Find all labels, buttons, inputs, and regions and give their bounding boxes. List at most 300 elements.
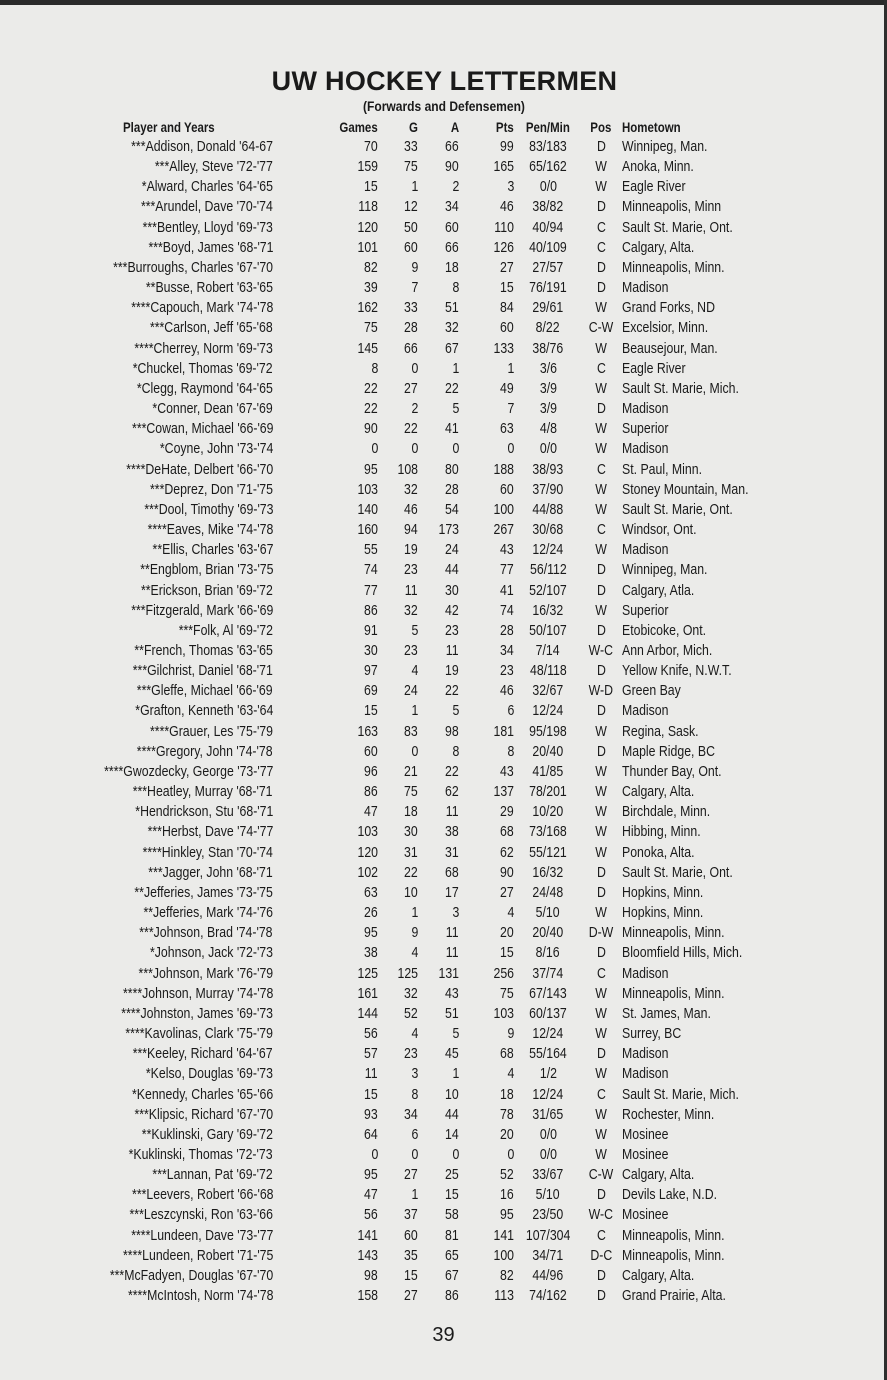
player-name: ***Klipsic, Richard '67-'70	[134, 1105, 273, 1123]
points-cell: 8	[507, 742, 514, 760]
assists-cell: 31	[445, 843, 459, 861]
assists-cell: 58	[445, 1206, 459, 1224]
points-cell: 9	[507, 1025, 514, 1043]
player-name: ***Cowan, Michael '66-'69	[131, 420, 273, 438]
table-row	[0, 560, 887, 580]
games-cell: 103	[357, 480, 378, 498]
table-row	[0, 1024, 887, 1044]
penalties-cell: 8/22	[536, 319, 560, 337]
player-name: ****Johnson, Murray '74-'78	[122, 984, 273, 1002]
games-cell: 86	[364, 783, 378, 801]
points-cell: 84	[500, 299, 514, 317]
points-cell: 46	[500, 198, 514, 216]
penalties-cell: 40/94	[532, 218, 564, 236]
player-name: ***Leszcynski, Ron '63-'66	[129, 1206, 273, 1224]
assists-cell: 66	[445, 138, 459, 155]
table-row	[0, 722, 887, 742]
header-goals: G	[409, 119, 418, 135]
assists-cell: 11	[446, 944, 459, 962]
hometown-cell: Surrey, BC	[622, 1025, 682, 1043]
position-cell: D	[596, 258, 606, 276]
player-name: ****Gwozdecky, George '73-'77	[103, 762, 273, 780]
hometown-cell: Winnipeg, Man.	[622, 561, 708, 579]
hometown-cell: Madison	[622, 400, 669, 418]
table-row	[0, 379, 887, 399]
table-row	[0, 843, 887, 863]
hometown-cell: Ann Arbor, Mich.	[622, 642, 713, 659]
points-cell: 78	[500, 1105, 514, 1123]
goals-cell: 35	[404, 1246, 418, 1264]
goals-cell: 1	[411, 904, 418, 922]
assists-cell: 1	[452, 359, 459, 377]
header-points: Pts	[496, 119, 514, 135]
penalties-cell: 0/0	[539, 440, 557, 458]
position-cell: C	[596, 460, 606, 478]
points-cell: 188	[493, 460, 514, 478]
goals-cell: 60	[404, 238, 418, 256]
table-row	[0, 581, 887, 601]
goals-cell: 66	[404, 339, 418, 357]
hometown-cell: Birchdale, Minn.	[622, 803, 711, 821]
goals-cell: 83	[404, 722, 418, 740]
hometown-cell: Calgary, Alta.	[622, 1266, 695, 1284]
points-cell: 6	[507, 702, 514, 720]
assists-cell: 3	[452, 904, 459, 922]
player-name: *Hendrickson, Stu '68-'71	[134, 803, 273, 821]
table-row	[0, 681, 887, 701]
assists-cell: 51	[445, 1004, 459, 1022]
table-row	[0, 863, 887, 883]
position-cell: W	[595, 440, 607, 458]
table-row	[0, 984, 887, 1004]
hometown-cell: Minneapolis, Minn.	[622, 984, 725, 1002]
assists-cell: 68	[445, 863, 459, 881]
penalties-cell: 12/24	[532, 1085, 564, 1103]
position-cell: W	[595, 339, 607, 357]
goals-cell: 1	[411, 1186, 418, 1204]
player-name: **Jefferies, Mark '74-'76	[143, 904, 273, 922]
penalties-cell: 48/118	[529, 662, 567, 680]
goals-cell: 30	[404, 823, 418, 841]
table-row	[0, 218, 887, 238]
penalties-cell: 52/107	[529, 581, 567, 599]
points-cell: 95	[500, 1206, 514, 1224]
assists-cell: 0	[452, 440, 459, 458]
penalties-cell: 1/2	[539, 1065, 557, 1083]
penalties-cell: 29/61	[532, 299, 564, 317]
games-cell: 74	[364, 561, 378, 579]
assists-cell: 60	[445, 218, 459, 236]
hometown-cell: Grand Prairie, Alta.	[622, 1287, 726, 1305]
games-cell: 118	[358, 198, 378, 216]
points-cell: 137	[493, 783, 514, 801]
hometown-cell: Hopkins, Minn.	[622, 883, 704, 901]
position-cell: W	[595, 1025, 607, 1043]
player-name: ****McIntosh, Norm '74-'78	[127, 1287, 273, 1305]
player-name: *Kennedy, Charles '65-'66	[131, 1085, 273, 1103]
games-cell: 120	[357, 843, 378, 861]
penalties-cell: 74/162	[529, 1287, 567, 1305]
table-row	[0, 137, 887, 157]
goals-cell: 75	[404, 783, 418, 801]
position-cell: D	[596, 662, 606, 680]
points-cell: 74	[500, 601, 514, 619]
points-cell: 68	[500, 823, 514, 841]
games-cell: 56	[364, 1206, 378, 1224]
position-cell: W	[595, 500, 607, 518]
games-cell: 96	[364, 762, 378, 780]
points-cell: 4	[507, 1065, 514, 1083]
games-cell: 63	[364, 883, 378, 901]
table-row	[0, 258, 887, 278]
position-cell: D	[596, 1186, 606, 1204]
goals-cell: 32	[404, 480, 418, 498]
games-cell: 93	[364, 1105, 378, 1123]
games-cell: 11	[365, 1065, 378, 1083]
hometown-cell: Beausejour, Man.	[622, 339, 718, 357]
points-cell: 62	[500, 843, 514, 861]
player-name: ****Johnston, James '69-'73	[121, 1004, 273, 1022]
points-cell: 165	[493, 158, 514, 176]
hometown-cell: Stoney Mountain, Man.	[622, 480, 749, 498]
assists-cell: 5	[452, 400, 459, 418]
hometown-cell: Maple Ridge, BC	[622, 742, 715, 760]
position-cell: W	[595, 379, 607, 397]
games-cell: 144	[357, 1004, 378, 1022]
player-name: ***Bentley, Lloyd '69-'73	[142, 218, 273, 236]
penalties-cell: 40/109	[529, 238, 567, 256]
points-cell: 100	[493, 1246, 514, 1264]
hometown-cell: Madison	[622, 702, 669, 720]
penalties-cell: 0/0	[539, 1125, 557, 1143]
assists-cell: 11	[446, 924, 459, 942]
position-cell: D	[596, 561, 606, 579]
penalties-cell: 107/304	[525, 1226, 571, 1244]
table-row	[0, 197, 887, 217]
player-name: ***Burroughs, Charles '67-'70	[113, 258, 273, 276]
position-cell: W	[595, 722, 607, 740]
table-row	[0, 641, 887, 661]
hometown-cell: Calgary, Alta.	[622, 238, 695, 256]
table-row	[0, 359, 887, 379]
points-cell: 27	[500, 258, 514, 276]
goals-cell: 8	[411, 1085, 418, 1103]
games-cell: 91	[364, 621, 378, 639]
games-cell: 70	[364, 138, 378, 155]
games-cell: 103	[357, 823, 378, 841]
hometown-cell: Eagle River	[622, 178, 686, 196]
assists-cell: 45	[445, 1045, 459, 1063]
player-name: *Coyne, John '73-'74	[159, 440, 273, 458]
hometown-cell: Minneapolis, Minn.	[622, 924, 725, 942]
goals-cell: 23	[404, 561, 418, 579]
player-name: ***Johnson, Brad '74-'78	[139, 924, 273, 942]
position-cell: W	[595, 420, 607, 438]
position-cell: W	[595, 984, 607, 1002]
hometown-cell: Eagle River	[622, 359, 686, 377]
position-cell: W	[595, 158, 607, 176]
hometown-cell: Devils Lake, N.D.	[622, 1186, 718, 1204]
player-name: **Ellis, Charles '63-'67	[152, 541, 273, 559]
goals-cell: 33	[404, 138, 418, 155]
assists-cell: 22	[445, 379, 459, 397]
games-cell: 15	[364, 178, 378, 196]
points-cell: 60	[500, 480, 514, 498]
assists-cell: 173	[438, 521, 459, 539]
penalties-cell: 20/40	[532, 742, 564, 760]
player-name: ****Grauer, Les '75-'79	[150, 722, 273, 740]
points-cell: 110	[494, 218, 514, 236]
assists-cell: 22	[445, 682, 459, 700]
position-cell: D-C	[590, 1246, 612, 1264]
header-games: Games	[339, 119, 378, 135]
hometown-cell: Calgary, Alta.	[622, 1166, 695, 1184]
goals-cell: 21	[404, 762, 418, 780]
table-row	[0, 701, 887, 721]
points-cell: 34	[500, 642, 514, 659]
games-cell: 15	[364, 1085, 378, 1103]
position-cell: W	[595, 823, 607, 841]
games-cell: 56	[364, 1025, 378, 1043]
player-name: ****Gregory, John '74-'78	[137, 742, 273, 760]
penalties-cell: 50/107	[529, 621, 567, 639]
assists-cell: 38	[445, 823, 459, 841]
goals-cell: 32	[404, 984, 418, 1002]
assists-cell: 18	[445, 258, 459, 276]
position-cell: C	[596, 1226, 606, 1244]
table-row	[0, 661, 887, 681]
points-cell: 0	[507, 1146, 514, 1163]
points-cell: 46	[500, 682, 514, 700]
points-cell: 133	[493, 339, 514, 357]
hometown-cell: Windsor, Ont.	[622, 521, 697, 539]
header-player: Player and Years	[123, 119, 215, 135]
goals-cell: 52	[404, 1004, 418, 1022]
penalties-cell: 16/32	[532, 863, 564, 881]
table-row	[0, 500, 887, 520]
points-cell: 27	[500, 883, 514, 901]
player-name: ****Hinkley, Stan '70-'74	[142, 843, 273, 861]
goals-cell: 75	[404, 158, 418, 176]
header-assists: A	[450, 119, 459, 135]
games-cell: 15	[364, 702, 378, 720]
hometown-cell: Minneapolis, Minn.	[622, 1246, 725, 1264]
position-cell: W	[595, 1004, 607, 1022]
position-cell: W	[595, 803, 607, 821]
penalties-cell: 44/88	[532, 500, 564, 518]
penalties-cell: 0/0	[539, 1146, 557, 1163]
hometown-cell: Madison	[622, 1065, 669, 1083]
goals-cell: 12	[404, 198, 418, 216]
goals-cell: 34	[404, 1105, 418, 1123]
goals-cell: 33	[404, 299, 418, 317]
player-name: ****Kavolinas, Clark '75-'79	[125, 1025, 273, 1043]
position-cell: C	[596, 1085, 606, 1103]
position-cell: C	[596, 359, 606, 377]
hometown-cell: Superior	[622, 420, 669, 438]
goals-cell: 125	[397, 964, 418, 982]
hometown-cell: Mosinee	[622, 1125, 669, 1143]
points-cell: 126	[493, 238, 514, 256]
player-name: **Jefferies, James '73-'75	[134, 883, 273, 901]
goals-cell: 7	[411, 279, 418, 297]
hometown-cell: Etobicoke, Ont.	[622, 621, 707, 639]
hometown-cell: Mosinee	[622, 1206, 669, 1224]
hometown-cell: Sault St. Marie, Mich.	[622, 379, 739, 397]
assists-cell: 25	[445, 1166, 459, 1184]
hometown-cell: Regina, Sask.	[622, 722, 699, 740]
hometown-cell: Sault St. Marie, Ont.	[622, 218, 733, 236]
player-name: ***Deprez, Don '71-'75	[150, 480, 273, 498]
player-name: ****Lundeen, Dave '73-'77	[130, 1226, 273, 1244]
position-cell: W-C	[588, 1206, 614, 1224]
points-cell: 1	[507, 359, 514, 377]
games-cell: 30	[364, 642, 378, 659]
table-row	[0, 964, 887, 984]
table-row	[0, 742, 887, 762]
goals-cell: 0	[411, 742, 418, 760]
assists-cell: 19	[445, 662, 459, 680]
hometown-cell: Superior	[622, 601, 669, 619]
player-name: **Erickson, Brian '69-'72	[141, 581, 273, 599]
points-cell: 4	[507, 904, 514, 922]
penalties-cell: 23/50	[532, 1206, 564, 1224]
position-cell: C	[596, 238, 606, 256]
penalties-cell: 38/82	[532, 198, 564, 216]
header-position: Pos	[590, 119, 612, 135]
goals-cell: 37	[404, 1206, 418, 1224]
hometown-cell: Madison	[622, 541, 669, 559]
penalties-cell: 38/93	[532, 460, 564, 478]
points-cell: 3	[507, 178, 514, 196]
player-name: *Alward, Charles '64-'65	[141, 178, 273, 196]
games-cell: 160	[357, 521, 378, 539]
position-cell: D-W	[588, 924, 614, 942]
table-row	[0, 1185, 887, 1205]
goals-cell: 60	[404, 1226, 418, 1244]
table-row	[0, 1205, 887, 1225]
hometown-cell: Winnipeg, Man.	[622, 138, 708, 155]
points-cell: 20	[500, 924, 514, 942]
assists-cell: 81	[445, 1226, 459, 1244]
position-cell: W	[595, 178, 607, 196]
table-row	[0, 1004, 887, 1024]
games-cell: 64	[364, 1125, 378, 1143]
goals-cell: 1	[411, 702, 418, 720]
points-cell: 43	[500, 541, 514, 559]
goals-cell: 10	[404, 883, 418, 901]
goals-cell: 22	[404, 420, 418, 438]
player-name: ***Heatley, Murray '68-'71	[133, 783, 273, 801]
assists-cell: 0	[452, 1146, 459, 1163]
position-cell: D	[596, 198, 606, 216]
table-row	[0, 923, 887, 943]
hometown-cell: Hopkins, Minn.	[622, 904, 704, 922]
goals-cell: 23	[404, 642, 418, 659]
table-row	[0, 298, 887, 318]
assists-cell: 131	[438, 964, 459, 982]
table-header	[0, 117, 887, 137]
position-cell: D	[596, 1045, 606, 1063]
assists-cell: 1	[452, 1065, 459, 1083]
hometown-cell: Excelsior, Minn.	[622, 319, 709, 337]
points-cell: 23	[500, 662, 514, 680]
games-cell: 60	[364, 742, 378, 760]
player-name: ***Lannan, Pat '69-'72	[152, 1166, 273, 1184]
assists-cell: 80	[445, 460, 459, 478]
games-cell: 77	[364, 581, 378, 599]
goals-cell: 9	[411, 924, 418, 942]
penalties-cell: 31/65	[532, 1105, 564, 1123]
player-name: ***Arundel, Dave '70-'74	[141, 198, 273, 216]
penalties-cell: 83/183	[529, 138, 567, 155]
games-cell: 22	[364, 379, 378, 397]
assists-cell: 14	[445, 1125, 459, 1143]
goals-cell: 108	[397, 460, 418, 478]
points-cell: 90	[500, 863, 514, 881]
page-subtitle: (Forwards and Defensemen)	[363, 98, 525, 114]
table-row	[0, 238, 887, 258]
table-row	[0, 480, 887, 500]
assists-cell: 11	[446, 642, 459, 659]
games-cell: 95	[364, 1166, 378, 1184]
points-cell: 60	[500, 319, 514, 337]
penalties-cell: 7/14	[536, 642, 560, 659]
points-cell: 52	[500, 1166, 514, 1184]
assists-cell: 23	[445, 621, 459, 639]
penalties-cell: 8/16	[536, 944, 560, 962]
points-cell: 28	[500, 621, 514, 639]
penalties-cell: 37/90	[532, 480, 564, 498]
goals-cell: 0	[411, 359, 418, 377]
penalties-cell: 30/68	[532, 521, 564, 539]
position-cell: C	[596, 521, 606, 539]
games-cell: 39	[364, 279, 378, 297]
table-row	[0, 157, 887, 177]
position-cell: C	[596, 964, 606, 982]
position-cell: C-W	[588, 1166, 614, 1184]
hometown-cell: Ponoka, Alta.	[622, 843, 695, 861]
games-cell: 38	[364, 944, 378, 962]
assists-cell: 8	[452, 279, 459, 297]
games-cell: 47	[364, 1186, 378, 1204]
goals-cell: 0	[411, 1146, 418, 1163]
penalties-cell: 4/8	[539, 420, 557, 438]
table-row	[0, 1226, 887, 1246]
hometown-cell: Madison	[622, 964, 669, 982]
position-cell: D	[596, 138, 606, 155]
table-row	[0, 439, 887, 459]
hometown-cell: Minneapolis, Minn.	[622, 258, 725, 276]
goals-cell: 27	[404, 379, 418, 397]
games-cell: 162	[357, 299, 378, 317]
assists-cell: 5	[452, 1025, 459, 1043]
assists-cell: 30	[445, 581, 459, 599]
position-cell: D	[596, 1287, 606, 1305]
table-row	[0, 399, 887, 419]
goals-cell: 0	[411, 440, 418, 458]
goals-cell: 23	[404, 1045, 418, 1063]
points-cell: 82	[500, 1266, 514, 1284]
position-cell: W	[595, 783, 607, 801]
goals-cell: 27	[404, 1287, 418, 1305]
hometown-cell: Mosinee	[622, 1146, 669, 1163]
points-cell: 113	[494, 1287, 514, 1305]
player-name: *Kuklinski, Thomas '72-'73	[129, 1146, 273, 1163]
position-cell: W	[595, 299, 607, 317]
points-cell: 18	[500, 1085, 514, 1103]
games-cell: 75	[364, 319, 378, 337]
